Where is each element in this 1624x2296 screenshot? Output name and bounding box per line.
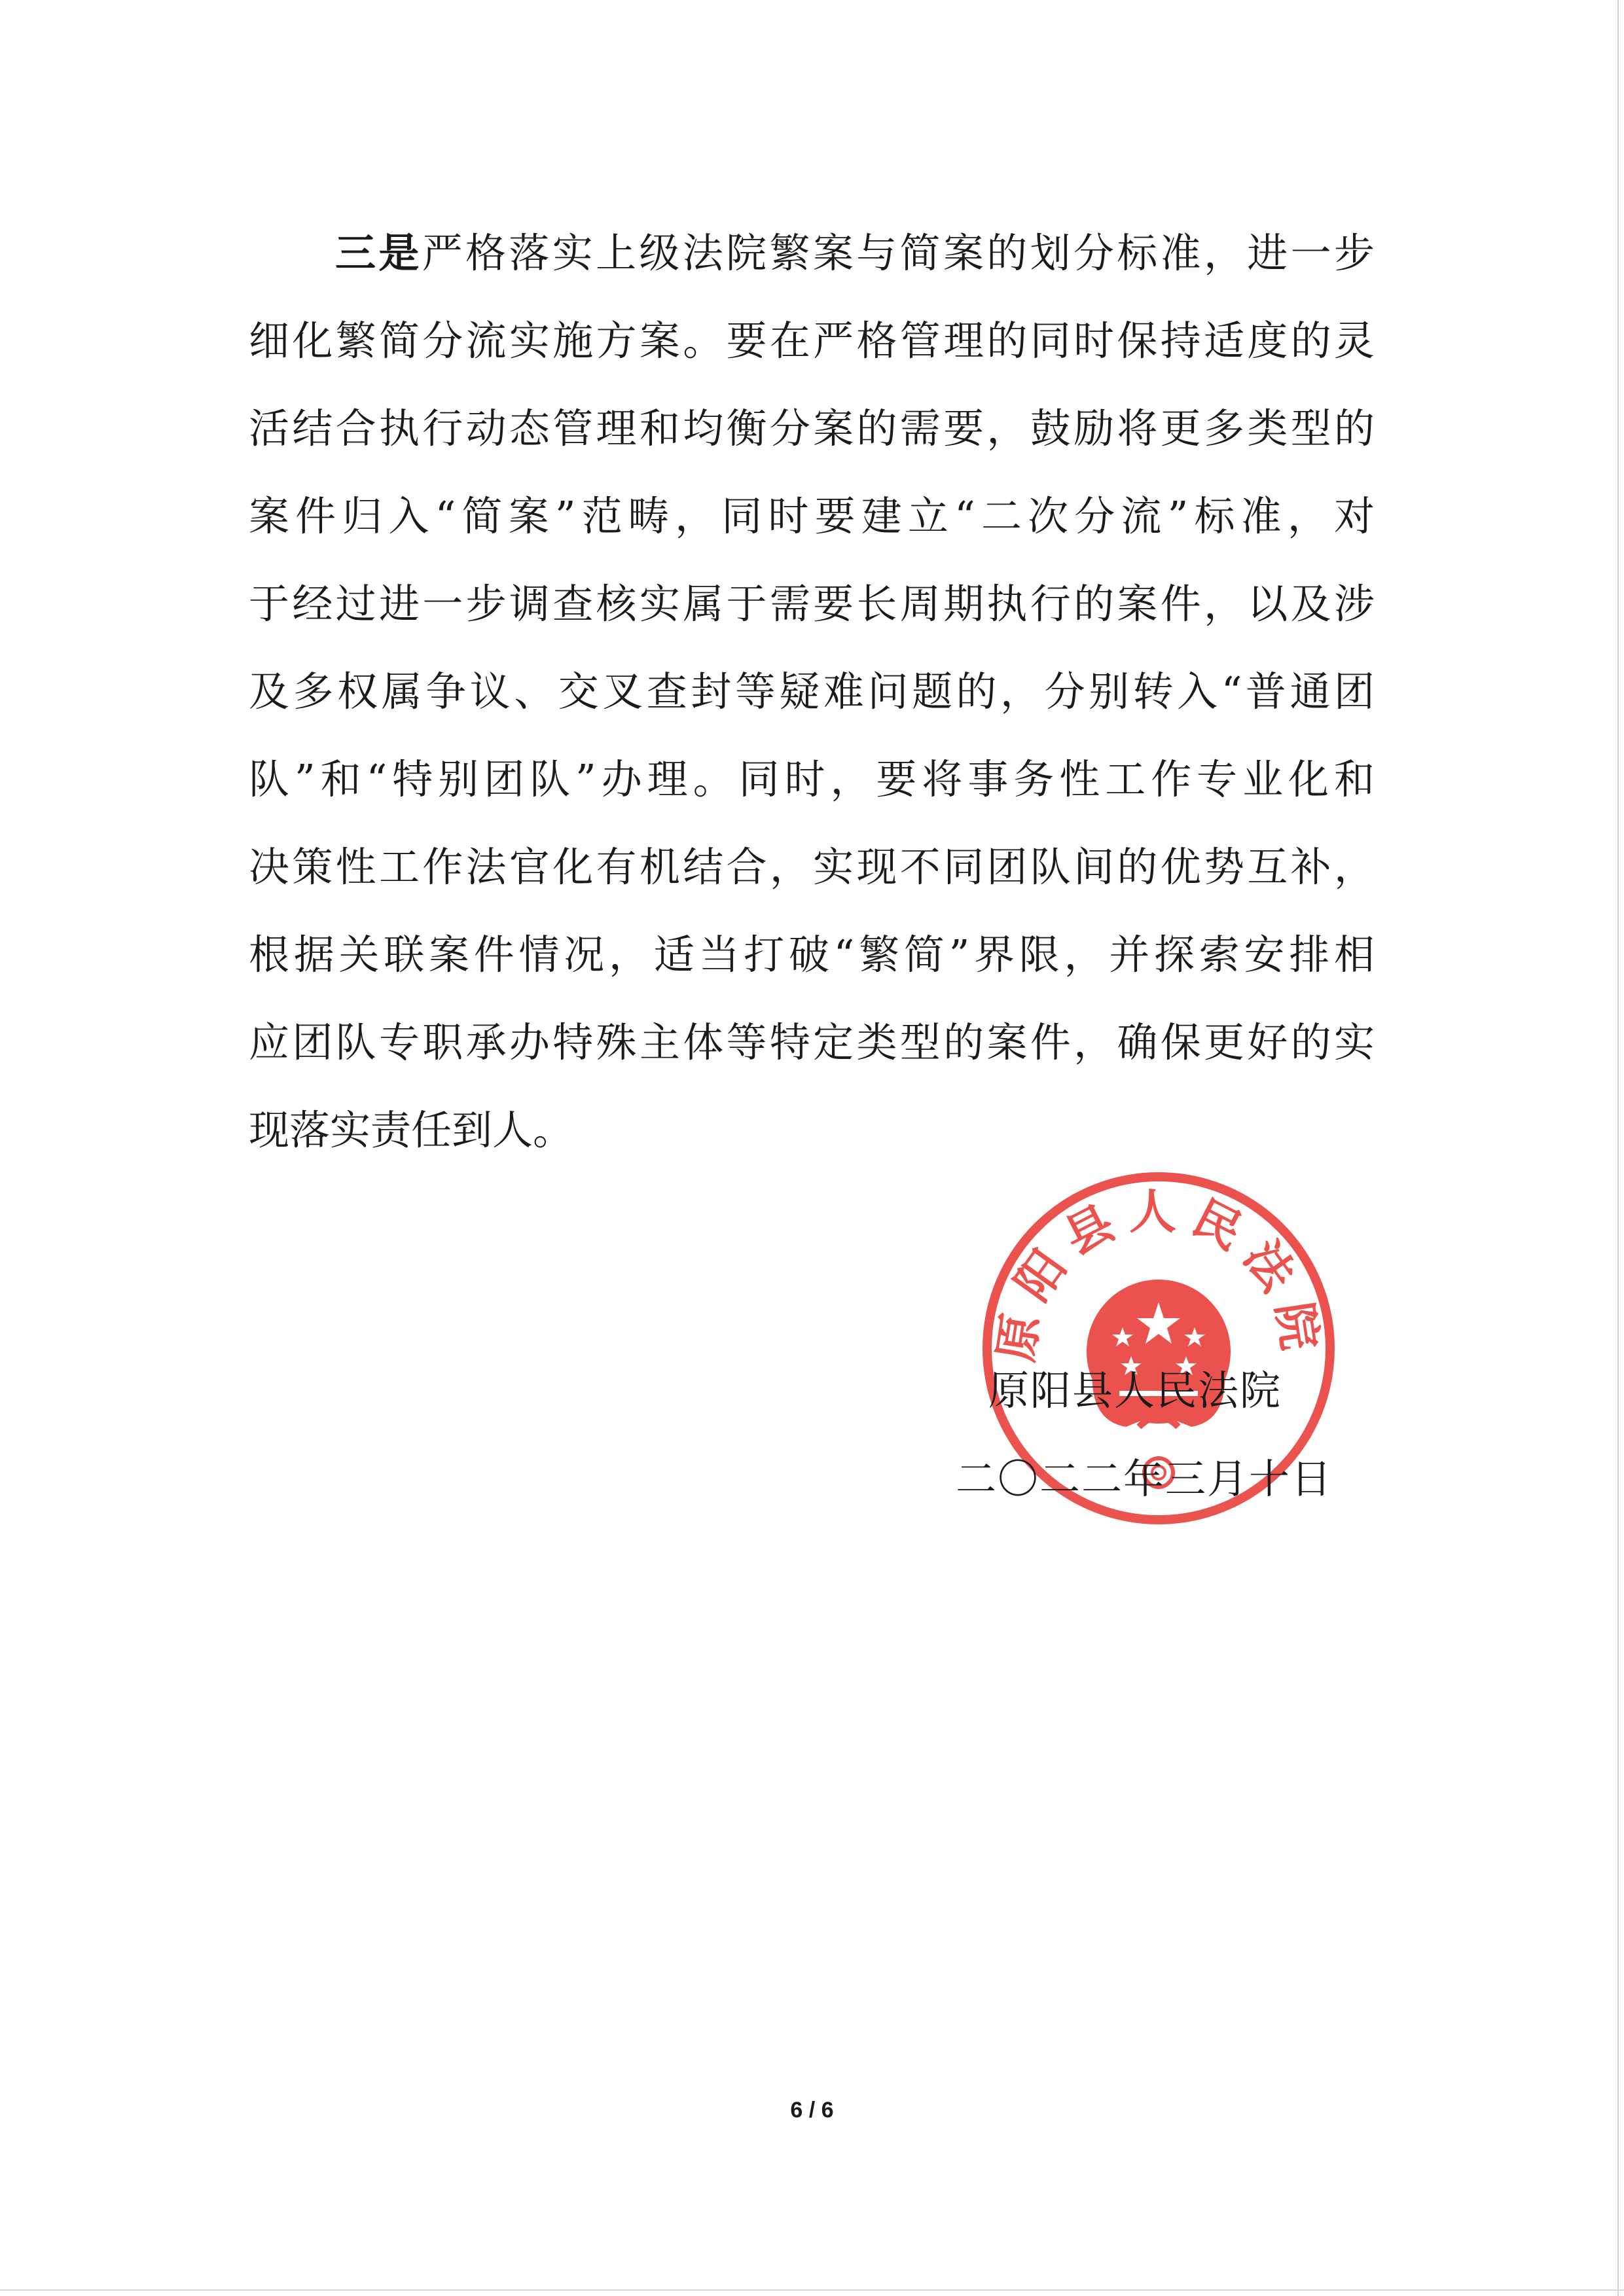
page-number: 6 / 6 (790, 2098, 834, 2123)
paragraph-line: 案件归入“简案”范畴，同时要建立“二次分流”标准，对 (249, 492, 1375, 540)
paragraph-line: 应团队专职承办特殊主体等特定类型的案件，确保更好的实 (249, 1018, 1375, 1066)
paragraph-line: 及多权属争议、交叉查封等疑难问题的，分别转入“普通团 (249, 668, 1375, 715)
page-edge (1617, 0, 1619, 2296)
paragraph-line: 于经过进一步调查核实属于需要长周期执行的案件，以及涉 (249, 580, 1375, 628)
page-edge (0, 2289, 1624, 2291)
paragraph-line: 队”和“特别团队”办理。同时，要将事务性工作专业化和 (249, 755, 1375, 803)
paragraph-line: 现落实责任到人。 (249, 1106, 574, 1154)
paragraph-line: 活结合执行动态管理和均衡分案的需要，鼓励将更多类型的 (249, 404, 1375, 452)
paragraph-line: 三是严格落实上级法院繁案与简案的划分标准，进一步 (335, 229, 1375, 277)
paragraph-line: 根据关联案件情况，适当打破“繁简”界限，并探索安排相 (249, 931, 1375, 978)
lead-term: 三是 (335, 229, 422, 277)
signing-organization: 原阳县人民法院 (988, 1367, 1282, 1414)
seal-text: 原阳县人民法院 (988, 1184, 1329, 1365)
signing-date: 二〇二二年三月十日 (956, 1455, 1333, 1503)
paragraph-line: 细化繁简分流实施方案。要在严格管理的同时保持适度的灵 (249, 317, 1375, 365)
paragraph-line: 决策性工作法官化有机结合，实现不同团队间的优势互补， (249, 843, 1375, 891)
document-body (249, 209, 1375, 1174)
